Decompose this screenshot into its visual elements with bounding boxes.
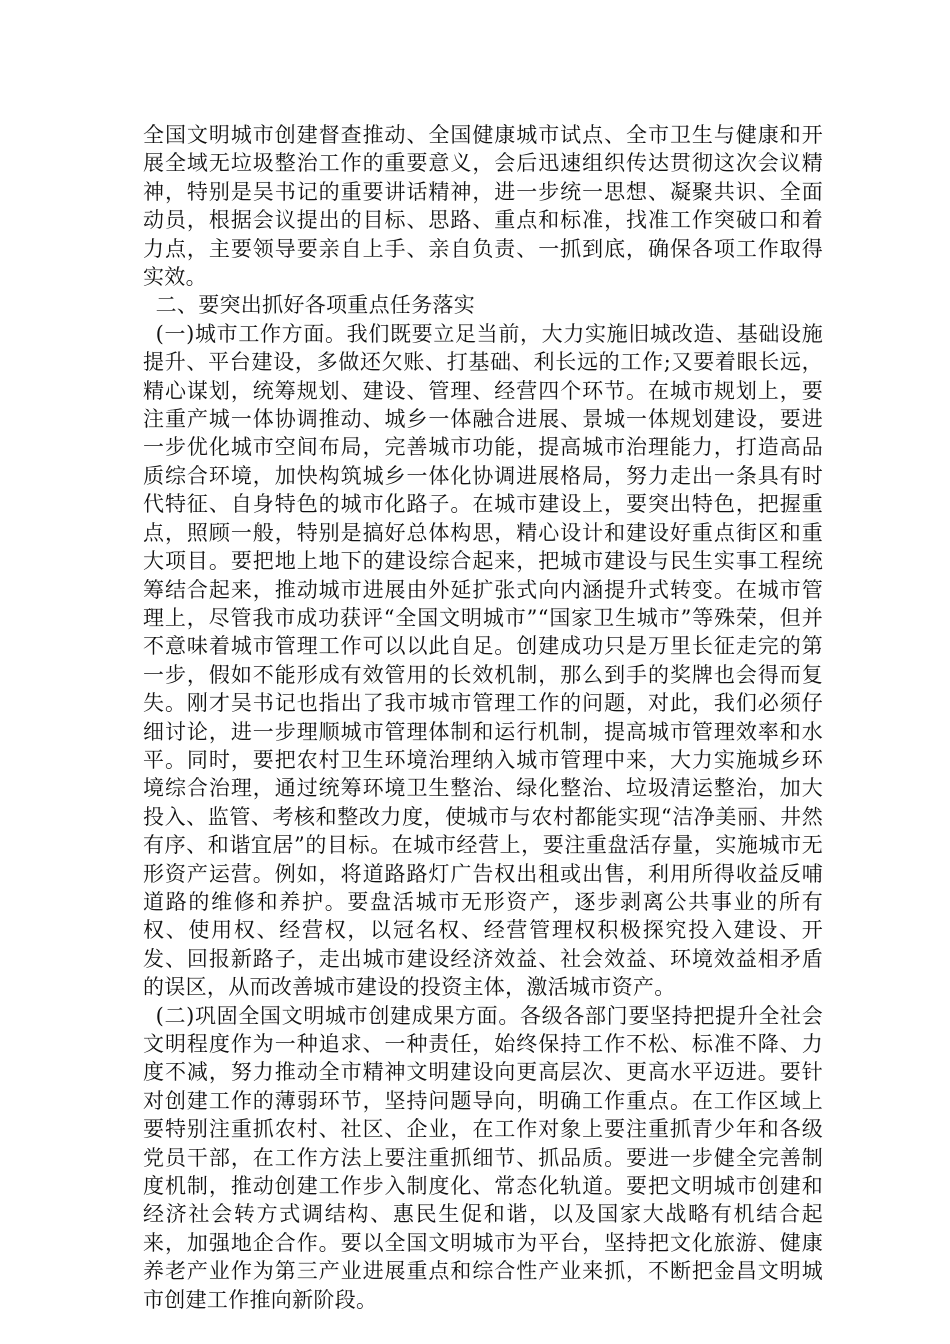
section-heading-two: 二、要突出抓好各项重点任务落实 (155, 293, 476, 318)
paragraph-civilized-city: (二)巩固全国文明城市创建成果方面。各级各部门要坚持把提升全社会文明程度作为一种追求、一种责任，始终保持工作不松、标准不降、力度不减，努力推动全市精神文明建设向更高层次、更高水平迈进。要针对创建工作的薄弱环节，坚持问题导向，明确工作重点。在工作区域上要特别注重抓农村、社区、企业，在工作对象上要注重抓青少年和各级党员干部，在工作方法上要注重抓细节、抓品质。要进一步健全完善制度机制，推动创建工作步入制度化、常态化轨道。要把文明城市创建和经济社会转方式调结构、惠民生促和谐，以及国家大战略有机结合起来，加强地企合作。要以全国文明城市为平台，坚持把文化旅游、健康养老产业作为第三产业进展重点和综合性产业来抓，不断把金昌文明城市创建工作推向新阶段。 (143, 1003, 823, 1312)
document-body (143, 121, 823, 1314)
paragraph-intro-continuation: 全国文明城市创建督查推动、全国健康城市试点、全市卫生与健康和开展全域无垃圾整治工作的重要意义，会后迅速组织传达贯彻这次会议精神，特别是吴书记的重要讲话精神，进一步统一思想、凝聚共识、全面动员，根据会议提出的目标、思路、重点和标准，找准工作突破口和着力点，主要领导要亲自上手、亲自负责、一抓到底，确保各项工作取得实效。 (143, 123, 823, 290)
paragraph-city-work: (一)城市工作方面。我们既要立足当前，大力实施旧城改造、基础设施提升、平台建设，多做还欠账、打基础、利长远的工作;又要着眼长远，精心谋划，统筹规划、建设、管理、经营四个环节。在城市规划上，要注重产城一体协调推动、城乡一体融合进展、景城一体规划建设，要进一步优化城市空间布局，完善城市功能，提高城市治理能力，打造高品质综合环境，加快构筑城乡一体化协调进展格局，努力走出一条具有时代特征、自身特色的城市化路子。在城市建设上，要突出特色，把握重点，照顾一般，特别是搞好总体构思，精心设计和建设好重点街区和重大项目。要把地上地下的建设综合起来，把城市建设与民生实事工程统筹结合起来，推动城市进展由外延扩张式向内涵提升式转变。在城市管理上，尽管我市成功获评“全国文明城市”“国家卫生城市”等殊荣，但并不意味着城市管理工作可以以此自足。创建成功只是万里长征走完的第一步，假如不能形成有效管用的长效机制，那么到手的奖牌也会得而复失。刚才吴书记也指出了我市城市管理工作的问题，对此，我们必须仔细讨论，进一步理顺城市管理体制和运行机制，提高城市管理效率和水平。同时，要把农村卫生环境治理纳入城市管理中来，大力实施城乡环境综合治理，通过统筹环境卫生整治、绿化整治、垃圾清运整治，加大投入、监管、考核和整改力度，使城市与农村都能实现“洁净美丽、井然有序、和谐宜居”的目标。在城市经营上，要注重盘活存量，实施城市无形资产运营。例如，将道路路灯广告权出租或出售，利用所得收益反哺道路的维修和养护。要盘活城市无形资产，逐步剥离公共事业的所有权、使用权、经营权，以冠名权、经营管理权积极探究投入建设、开发、回报新路子，走出城市建设经济效益、社会效益、环境效益相矛盾的误区，从而改善城市建设的投资主体，激活城市资产。 (143, 321, 823, 1000)
